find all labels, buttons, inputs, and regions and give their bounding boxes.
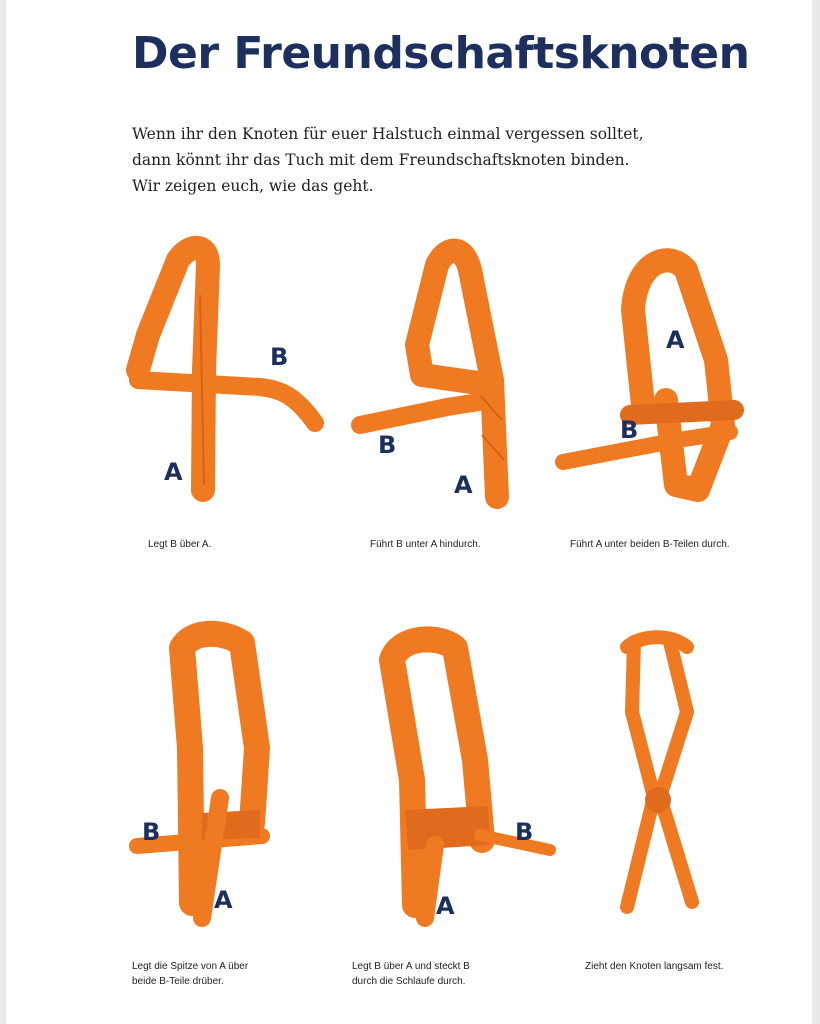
scarf-right-band [660,642,692,902]
step-6-illustration [612,632,712,922]
label-b: B [378,431,397,459]
caption-line: beide B-Teile drüber. [132,976,224,987]
label-b: B [620,416,639,444]
caption-step-2 [370,537,481,552]
page-title: Der Freundschaftsknoten [132,28,750,79]
scarf-step-2-drawing [352,235,552,505]
label-b: B [142,818,161,846]
scarf-knot [645,787,671,813]
scarf-step-4-drawing [132,628,332,928]
scarf-end-a [425,845,435,918]
caption-line: durch die Schlaufe durch. [352,976,466,987]
label-a: A [214,886,233,914]
caption-step-5 [352,959,470,989]
caption-line: Legt B über A und steckt B [352,961,470,972]
caption-step-4 [132,959,248,989]
scarf-loop [138,248,208,490]
caption-step-3 [570,537,730,552]
label-a: A [164,458,183,486]
label-a: A [436,892,455,920]
scarf-end-b [360,400,492,425]
caption-line: Führt A unter beiden B-Teilen durch. [570,539,730,550]
scarf-loop [633,260,723,490]
scarf-step-6-drawing [612,632,712,922]
label-b: B [515,818,534,846]
caption-step-6 [585,959,723,974]
scarf-step-5-drawing [370,630,570,930]
intro-line: Wir zeigen euch, wie das geht. [132,177,374,195]
caption-line: Zieht den Knoten langsam fest. [585,961,724,972]
caption-line: Legt die Spitze von A über [132,961,249,972]
scarf-knot [405,806,490,850]
scarf-collar [627,637,687,647]
caption-step-1 [148,537,211,552]
label-a: A [666,326,685,354]
step-1-illustration [120,235,320,505]
intro-line: Wenn ihr den Knoten für euer Halstuch einmal vergessen solltet, [132,125,644,143]
step-2-illustration [352,235,552,505]
step-3-illustration [558,240,758,510]
intro-text [132,121,732,199]
scarf-loop [417,251,497,497]
step-5-illustration [370,630,570,930]
scarf-end-b [138,380,315,423]
caption-line: Führt B unter A hindurch. [370,539,481,550]
scarf-left-band [627,642,654,907]
scarf-knot-band [630,410,734,415]
caption-line: Legt B über A. [148,539,212,550]
step-4-illustration [132,628,332,928]
scarf-step-3-drawing [558,240,758,510]
scarf-loop [182,634,257,903]
scarf-step-1-drawing [120,235,320,505]
intro-line: dann könnt ihr das Tuch mit dem Freundschaftsknoten binden. [132,151,630,169]
label-a: A [454,471,473,499]
label-b: B [270,343,289,371]
